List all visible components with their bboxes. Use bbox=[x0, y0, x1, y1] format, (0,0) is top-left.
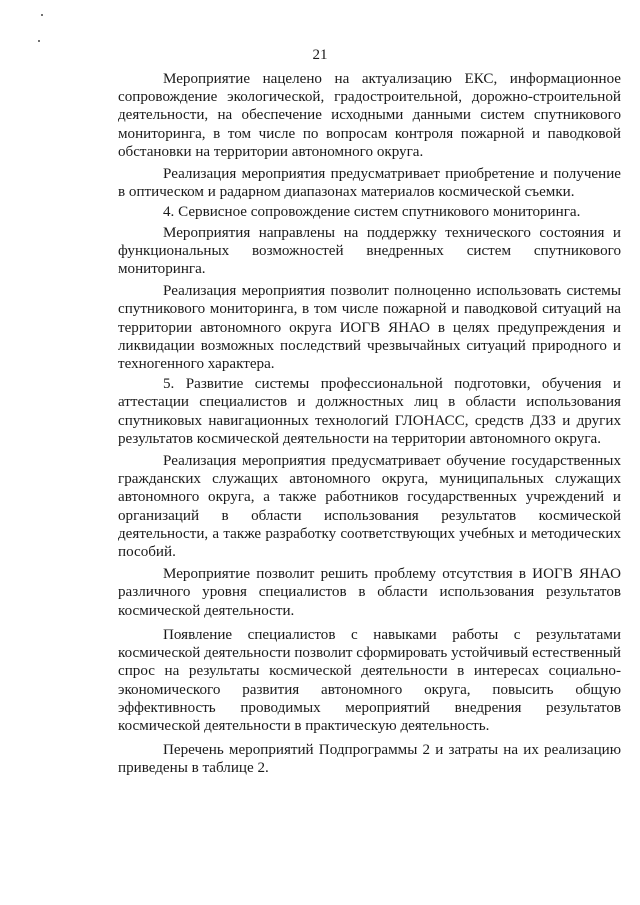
paragraph: 4. Сервисное сопровождение систем спутникового мониторинга. bbox=[163, 204, 581, 221]
paragraph: Мероприятие нацелено на актуализацию ЕКС, информационное сопровождение экологической, градостроительной, дорожно-строительной деятельности, на обеспечение исходными данными систем спутникового мониторинга, в том числе по вопросам контроля пожарной и паводковой обстановки на территории автономного округа. bbox=[118, 71, 621, 160]
page-number: 21 bbox=[312, 47, 328, 63]
body-text bbox=[118, 70, 621, 778]
paragraph: 5. Развитие системы профессиональной подготовки, обучения и аттестации специалистов и должностных лиц в области использования спутниковых навигационных технологий ГЛОНАСС, средств ДЗЗ и других результатов космической деятельности на территории автономного округа. bbox=[118, 376, 621, 447]
scan-speck bbox=[38, 40, 40, 42]
paragraph: Реализация мероприятия предусматривает обучение государственных гражданских служащих автономного округа, муниципальных служащих автономного округа, а также работников государственных учреждений и организаций в области использования результатов космической деятельности, а также разработку соответствующих учебных и методических пособий. bbox=[118, 453, 621, 561]
paragraph: Мероприятия направлены на поддержку технического состояния и функциональных возможностей внедренных систем спутникового мониторинга. bbox=[118, 224, 621, 278]
paragraph: Перечень мероприятий Подпрограммы 2 и затраты на их реализацию приведены в таблице 2. bbox=[118, 742, 621, 777]
paragraph: Реализация мероприятия позволит полноценно использовать системы спутникового мониторинга, в том числе пожарной и паводковой ситуаций на территории автономного округа ИОГВ ЯНАО в целях предупреждения и ликвидации возможных последствий чрезвычайных ситуаций природного и техногенного характера. bbox=[118, 283, 621, 373]
paragraph: Мероприятие позволит решить проблему отсутствия в ИОГВ ЯНАО различного уровня специалистов в области использования результатов космической деятельности. bbox=[118, 566, 621, 619]
paragraph: Появление специалистов с навыками работы с результатами космической деятельности позволит сформировать устойчивый естественный спрос на результаты космической деятельности в интересах социально-экономического развития автономного округа, повысить общую эффективность проводимых мероприятий внедрения результатов космической деятельности в практическую деятельность. bbox=[118, 626, 621, 734]
scan-speck bbox=[41, 14, 43, 16]
paragraph: Реализация мероприятия предусматривает приобретение и получение в оптическом и радарном диапазонах материалов космической съемки. bbox=[118, 166, 621, 201]
